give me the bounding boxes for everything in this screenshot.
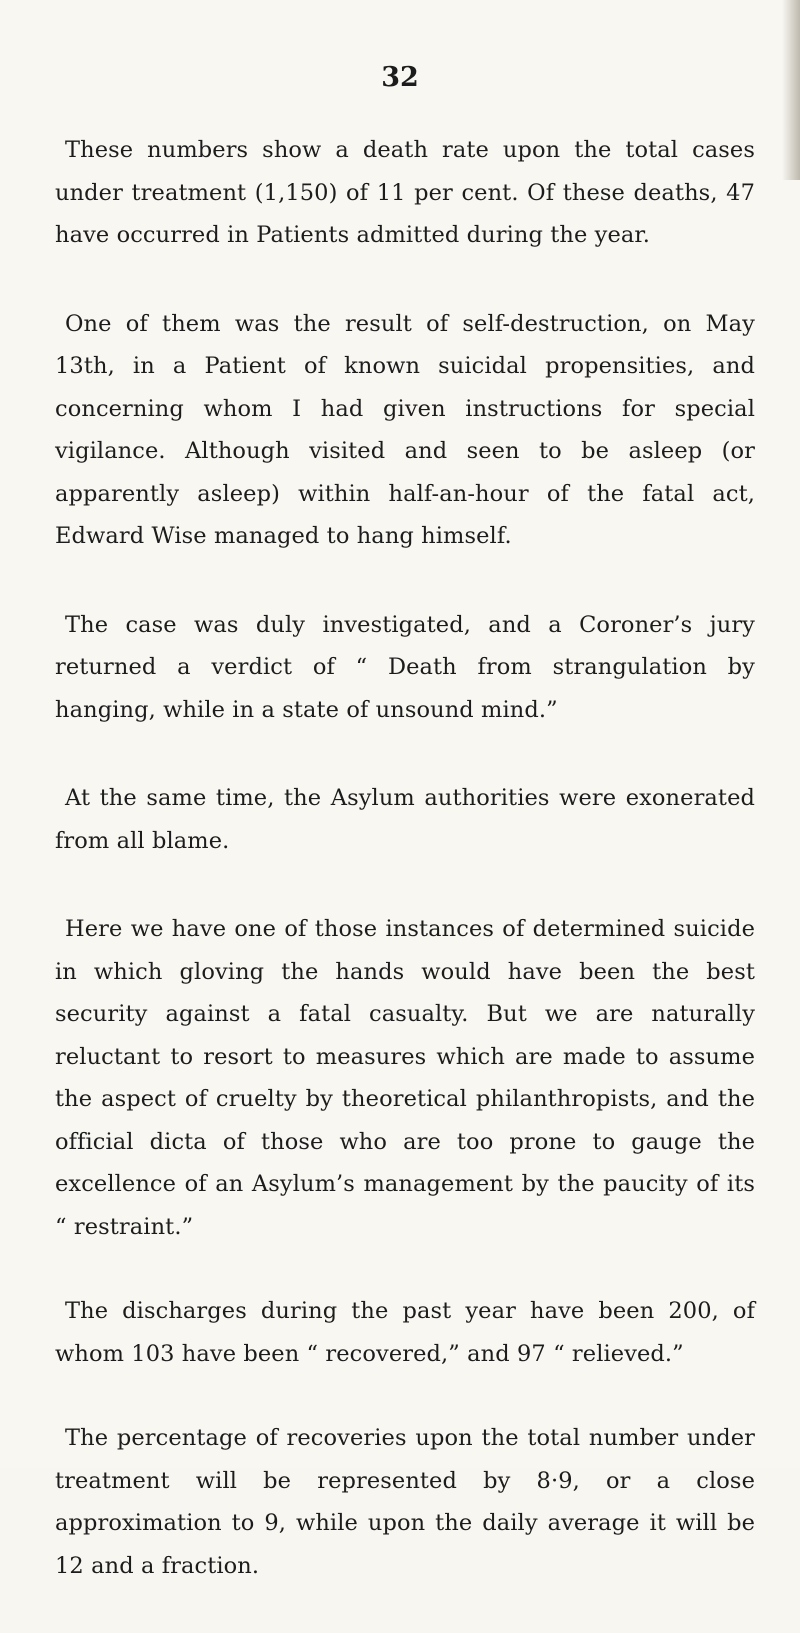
body-text — [55, 129, 755, 1633]
paragraph-restraint: Here we have one of those instances of determined suicide in which gloving the hands would have been the best security against a fatal casualty. But we are naturally reluctant to resort to measures which are made to assume the aspect of cruelty by theoretical philanthropists, and the official dicta of those who are too prone to gauge the excellence of an Asylum’s management by the paucity of its “ restraint.” — [55, 916, 755, 1240]
paragraph-exonerated: At the same time, the Asylum authorities were exonerated from all blame. — [55, 785, 755, 854]
paragraph-discharges: The discharges during the past year have been 200, of whom 103 have been “ recovered,” and 97 “ relieved.” — [55, 1298, 755, 1367]
paragraph-self-destruction: One of them was the result of self-destruction, on May 13th, in a Patient of known suicidal propensities, and concerning whom I had given instructions for special vigilance. Although visited and seen to be asleep (or apparently asleep) within half-an-hour of the fatal act, Edward Wise managed to hang himself. — [55, 310, 755, 549]
page-number: 32 — [381, 62, 419, 93]
paragraph-coroner-verdict: The case was duly investigated, and a Coroner’s jury returned a verdict of “ Death from strangulation by hanging, while in a state of unsound mind.” — [55, 611, 755, 723]
paragraph-death-rate: These numbers show a death rate upon the total cases under treatment (1,150) of 11 per cent. Of these deaths, 47 have occurred in Patients admitted during the year. — [55, 137, 755, 248]
paragraph-recoveries: The percentage of recoveries upon the total number under treatment will be represented by 8·9, or a close approximation to 9, while upon the daily average it will be 12 and a fraction. — [55, 1425, 755, 1579]
